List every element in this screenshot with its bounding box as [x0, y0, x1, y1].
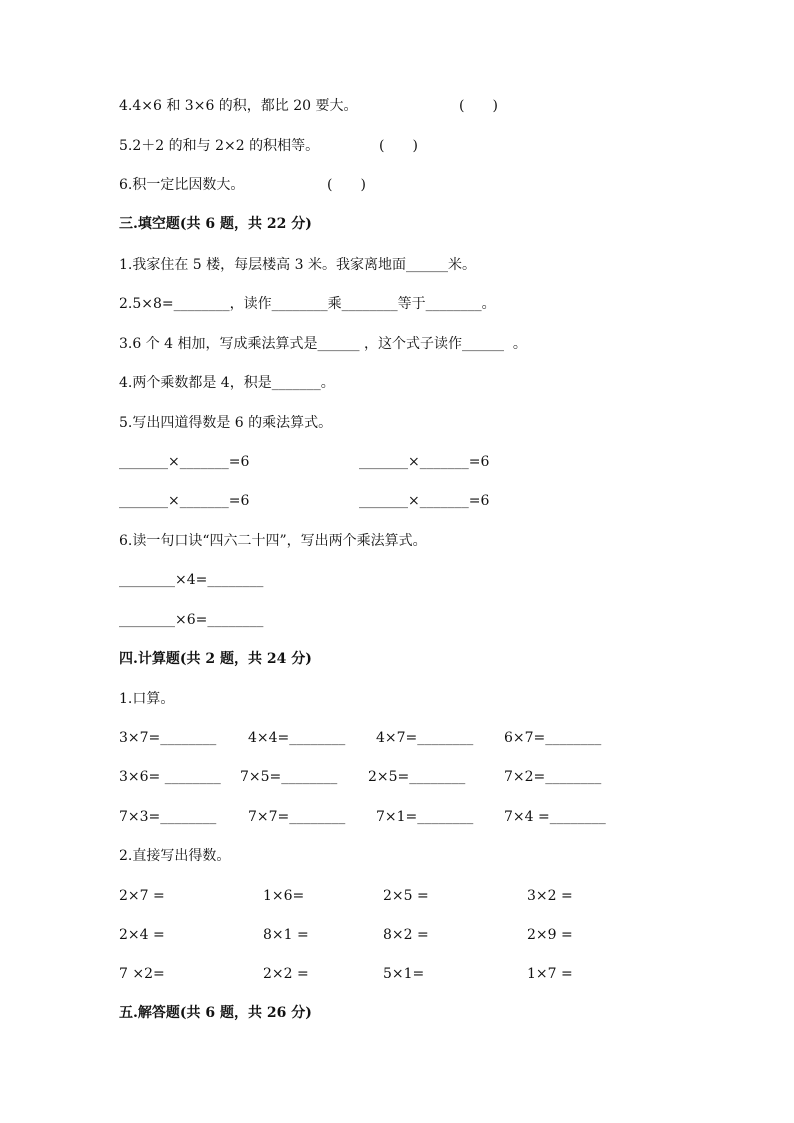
fill-q5-blank[interactable]: _______×_______=6: [359, 493, 490, 509]
direct-answer-item[interactable]: 2×5 =: [383, 888, 429, 904]
judge-q4-answer-paren[interactable]: ( ): [459, 98, 498, 114]
judge-q5-answer-paren[interactable]: ( ): [379, 138, 418, 154]
oral-calc-item[interactable]: 7×4 =________: [504, 809, 606, 825]
fill-q6-blank[interactable]: ________×4=________: [119, 572, 264, 588]
fill-q6: 6.读一句口诀“四六二十四”，写出两个乘法算式。: [119, 533, 427, 549]
fill-q3: 3.6 个 4 相加，写成乘法算式是______ ，这个式子读作______ 。: [119, 336, 527, 352]
judge-q6-answer-paren[interactable]: ( ): [327, 177, 366, 193]
oral-calc-item[interactable]: 7×2=________: [504, 769, 602, 785]
oral-calc-item[interactable]: 7×3=________: [119, 809, 217, 825]
oral-calc-item[interactable]: 7×7=________: [248, 809, 346, 825]
section-heading-calc: 四.计算题(共 2 题，共 24 分): [119, 651, 312, 667]
oral-calc-item[interactable]: 6×7=________: [504, 730, 602, 746]
fill-q5: 5.写出四道得数是 6 的乘法算式。: [119, 415, 333, 431]
direct-answer-item[interactable]: 2×9 =: [527, 927, 573, 943]
fill-q4: 4.两个乘数都是 4，积是_______。: [119, 375, 335, 391]
fill-q5-blank[interactable]: _______×_______=6: [119, 493, 250, 509]
oral-calc-item[interactable]: 2×5=________: [368, 769, 466, 785]
judge-q5: 5.2＋2 的和与 2×2 的积相等。: [119, 138, 320, 154]
direct-answer-item[interactable]: 8×2 =: [383, 927, 429, 943]
fill-q2: 2.5×8=________，读作________乘________等于________。: [119, 296, 496, 312]
direct-answer-item[interactable]: 8×1 =: [263, 927, 309, 943]
calc-q2: 2.直接写出得数。: [119, 848, 231, 864]
direct-answer-item[interactable]: 3×2 =: [527, 888, 573, 904]
oral-calc-item[interactable]: 4×4=________: [248, 730, 346, 746]
oral-calc-item[interactable]: 3×7=________: [119, 730, 217, 746]
oral-calc-item[interactable]: 3×6= ________: [119, 769, 221, 785]
fill-q5-blank[interactable]: _______×_______=6: [119, 454, 250, 470]
direct-answer-item[interactable]: 2×4 =: [119, 927, 165, 943]
direct-answer-item[interactable]: 7 ×2=: [119, 966, 165, 982]
judge-q4: 4.4×6 和 3×6 的积，都比 20 要大。: [119, 98, 358, 114]
direct-answer-item[interactable]: 1×6=: [263, 888, 305, 904]
direct-answer-item[interactable]: 2×7 =: [119, 888, 165, 904]
direct-answer-item[interactable]: 2×2 =: [263, 966, 309, 982]
judge-q6: 6.积一定比因数大。: [119, 177, 245, 193]
direct-answer-item[interactable]: 1×7 =: [527, 966, 573, 982]
oral-calc-item[interactable]: 7×1=________: [376, 809, 474, 825]
fill-q5-blank[interactable]: _______×_______=6: [359, 454, 490, 470]
fill-q6-blank[interactable]: ________×6=________: [119, 612, 264, 628]
section-heading-answer: 五.解答题(共 6 题，共 26 分): [119, 1005, 312, 1021]
oral-calc-item[interactable]: 7×5=________: [240, 769, 338, 785]
oral-calc-item[interactable]: 4×7=________: [376, 730, 474, 746]
section-heading-fill: 三.填空题(共 6 题，共 22 分): [119, 216, 312, 232]
direct-answer-item[interactable]: 5×1=: [383, 966, 425, 982]
fill-q1: 1.我家住在 5 楼，每层楼高 3 米。我家离地面______米。: [119, 257, 476, 273]
calc-q1: 1.口算。: [119, 691, 175, 707]
